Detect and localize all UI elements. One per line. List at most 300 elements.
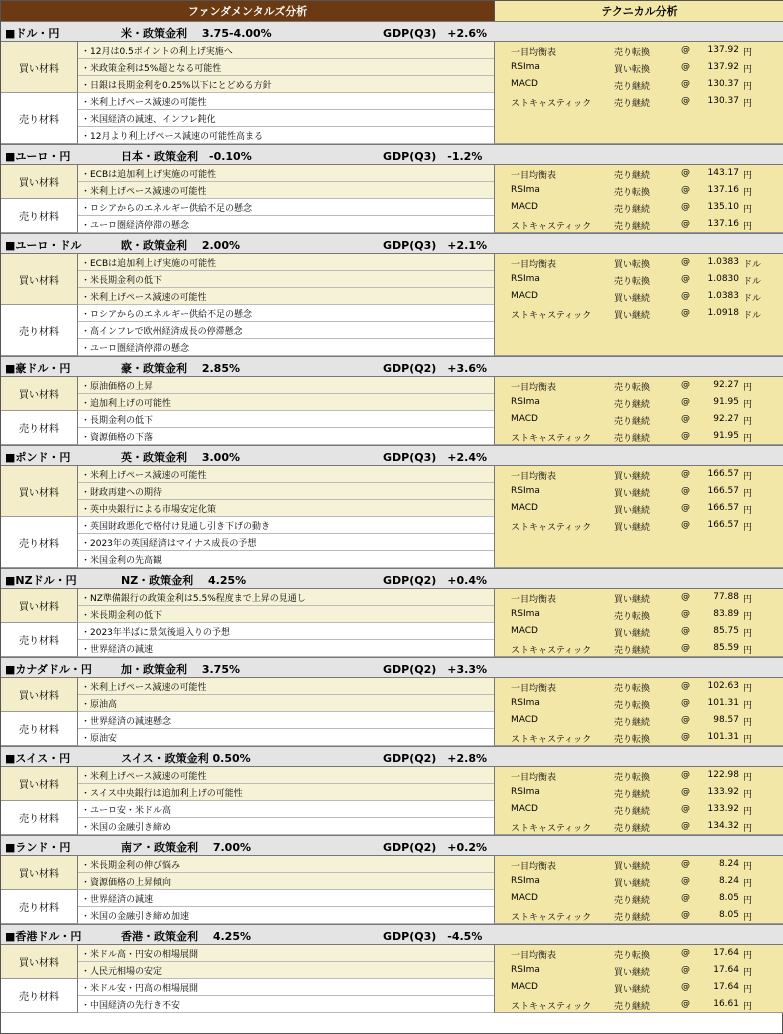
policy-rate: 加・政策金利 3.75%: [121, 663, 240, 676]
indicator-name: 一目均衡表: [511, 951, 557, 961]
sell-factors-label: 売り材料: [1, 979, 78, 1013]
signal-price: 16.61: [713, 999, 739, 1009]
indicator-name: MACD: [511, 79, 538, 89]
signal-status: 買い継続: [614, 985, 651, 995]
buy-factors-label: 買い材料: [1, 678, 78, 712]
signal-status: 売り転換: [614, 48, 651, 58]
price-unit: 円: [743, 523, 753, 533]
currency-pair-name: ■ランド・円: [5, 841, 71, 854]
sell-factor-item: ・米国経済の減速、インフレ鈍化: [78, 110, 494, 127]
signal-price: 102.63: [707, 681, 739, 691]
indicator-name: ストキャスティック: [511, 735, 592, 745]
signal-price: 17.64: [713, 982, 739, 992]
technical-signals: [494, 377, 783, 445]
signal-row: [495, 500, 783, 517]
price-unit: 円: [743, 985, 753, 995]
at-symbol: @: [681, 876, 690, 886]
signal-price: 17.64: [713, 965, 739, 975]
buy-factor-item: ・ECBは追加利上げ実施の可能性: [78, 254, 494, 271]
signal-status: 売り継続: [614, 417, 651, 427]
indicator-name: ストキャスティック: [511, 222, 592, 232]
sell-factor-item: ・2023年の英国経済はマイナス成長の予想: [78, 534, 494, 551]
gdp-growth: GDP(Q2) +0.4%: [383, 574, 488, 587]
sell-factor-item: ・英国財政悪化で格付け見通し引き下げの動き: [78, 517, 494, 534]
sell-factor-item: ・ユーロ圏経済停滞の懸念: [78, 339, 494, 356]
policy-rate: NZ・政策金利 4.25%: [121, 574, 247, 587]
at-symbol: @: [681, 219, 690, 229]
buy-factor-item: ・米利上げペース減速の可能性: [78, 182, 494, 199]
sell-factor-item: ・米国金利の先高観: [78, 551, 494, 568]
policy-rate: 日本・政策金利 -0.10%: [121, 150, 252, 163]
price-unit: 円: [743, 773, 753, 783]
signal-status: 売り転換: [614, 735, 651, 745]
indicator-name: RSIma: [511, 965, 540, 975]
signal-price: 91.95: [713, 431, 739, 441]
sell-factors-label: 売り材料: [1, 623, 78, 657]
policy-rate: 香港・政策金利 4.25%: [121, 930, 251, 943]
signal-price: 134.32: [707, 821, 739, 831]
signal-row: [495, 712, 783, 729]
signal-status: 買い継続: [614, 294, 651, 304]
indicator-name: MACD: [511, 893, 538, 903]
at-symbol: @: [681, 469, 690, 479]
signal-row: [495, 305, 783, 322]
signal-price: 166.57: [707, 520, 739, 530]
at-symbol: @: [681, 787, 690, 797]
signal-price: 1.0383: [707, 257, 739, 267]
price-unit: 円: [743, 489, 753, 499]
buy-factor-item: ・米利上げペース減速の可能性: [78, 767, 494, 784]
technical-signals: [494, 254, 783, 356]
signal-price: 137.92: [707, 45, 739, 55]
sell-factors-label: 売り材料: [1, 305, 78, 356]
buy-factors-label: 買い材料: [1, 377, 78, 411]
policy-rate: 豪・政策金利 2.85%: [121, 362, 240, 375]
indicator-name: MACD: [511, 414, 538, 424]
price-unit: ドル: [743, 260, 762, 270]
sell-factor-item: ・ユーロ安・米ドル高: [78, 801, 494, 818]
indicator-name: 一目均衡表: [511, 383, 557, 393]
signal-status: 買い継続: [614, 506, 651, 516]
sell-factor-item: ・ロシアからのエネルギー供給不足の懸念: [78, 199, 494, 216]
signal-price: 135.10: [707, 202, 739, 212]
buy-factor-item: ・日銀は長期金利を0.25%以下にとどめる方針: [78, 76, 494, 93]
policy-rate: スイス・政策金利 0.50%: [121, 752, 251, 765]
buy-factor-item: ・財政再建への期待: [78, 483, 494, 500]
price-unit: 円: [743, 913, 753, 923]
signal-row: [495, 907, 783, 924]
pair-title-bar: [1, 746, 783, 767]
sell-factor-item: ・世界経済の減速: [78, 890, 494, 907]
buy-factor-item: ・米政策金利は5%超となる可能性: [78, 59, 494, 76]
sell-factor-item: ・ユーロ圏経済停滞の懸念: [78, 216, 494, 233]
signal-row: [495, 856, 783, 873]
sell-factor-item: ・米国の金融引き締め: [78, 818, 494, 835]
indicator-name: 一目均衡表: [511, 48, 557, 58]
indicator-name: MACD: [511, 804, 538, 814]
signal-row: [495, 411, 783, 428]
currency-pair-name: ■香港ドル・円: [5, 930, 82, 943]
at-symbol: @: [681, 520, 690, 530]
signal-row: [495, 606, 783, 623]
sell-factors-label: 売り材料: [1, 411, 78, 445]
buy-factor-item: ・追加利上げの可能性: [78, 394, 494, 411]
technical-signals: [494, 945, 783, 1013]
price-unit: 円: [743, 506, 753, 516]
gdp-growth: GDP(Q3) +2.6%: [383, 27, 488, 40]
indicator-name: 一目均衡表: [511, 773, 557, 783]
at-symbol: @: [681, 770, 690, 780]
indicator-name: MACD: [511, 626, 538, 636]
signal-row: [495, 996, 783, 1013]
signal-price: 137.16: [707, 185, 739, 195]
indicator-name: 一目均衡表: [511, 684, 557, 694]
at-symbol: @: [681, 982, 690, 992]
price-unit: 円: [743, 684, 753, 694]
at-symbol: @: [681, 715, 690, 725]
price-unit: 円: [743, 824, 753, 834]
pair-title-bar: [1, 568, 783, 589]
signal-status: 買い転換: [614, 260, 651, 270]
indicator-name: ストキャスティック: [511, 99, 592, 109]
price-unit: 円: [743, 896, 753, 906]
price-unit: ドル: [743, 294, 762, 304]
sell-factors-label: 売り材料: [1, 93, 78, 144]
signal-row: [495, 377, 783, 394]
technical-signals: [494, 856, 783, 924]
signal-status: 買い継続: [614, 879, 651, 889]
signal-status: 買い継続: [614, 472, 651, 482]
signal-row: [495, 394, 783, 411]
gdp-growth: GDP(Q3) +2.4%: [383, 451, 488, 464]
signal-row: [495, 818, 783, 835]
signal-status: 売り継続: [614, 434, 651, 444]
buy-factor-item: ・スイス中央銀行は追加利上げの可能性: [78, 784, 494, 801]
indicator-name: RSIma: [511, 876, 540, 886]
sell-factor-item: ・米利上げペース減速の可能性: [78, 93, 494, 110]
at-symbol: @: [681, 431, 690, 441]
signal-price: 92.27: [713, 414, 739, 424]
signal-status: 売り転換: [614, 277, 651, 287]
indicator-name: MACD: [511, 291, 538, 301]
pair-title-bar: [1, 924, 783, 945]
buy-factor-item: ・米長期金利の伸び悩み: [78, 856, 494, 873]
signal-row: [495, 254, 783, 271]
at-symbol: @: [681, 274, 690, 284]
signal-price: 85.75: [713, 626, 739, 636]
buy-factors-label: 買い材料: [1, 767, 78, 801]
signal-price: 137.16: [707, 219, 739, 229]
signal-row: [495, 962, 783, 979]
signal-status: 買い継続: [614, 311, 651, 321]
currency-pair-name: ■ポンド・円: [5, 451, 71, 464]
technical-signals: [494, 466, 783, 568]
signal-status: 買い転換: [614, 65, 651, 75]
buy-factor-item: ・NZ準備銀行の政策金利は5.5%程度まで上昇の見通し: [78, 589, 494, 606]
at-symbol: @: [681, 910, 690, 920]
technical-signals: [494, 767, 783, 835]
at-symbol: @: [681, 503, 690, 513]
buy-factor-item: ・人民元相場の安定: [78, 962, 494, 979]
price-unit: 円: [743, 65, 753, 75]
price-unit: 円: [743, 400, 753, 410]
at-symbol: @: [681, 859, 690, 869]
technical-signals: [494, 165, 783, 233]
sell-factors-label: 売り材料: [1, 517, 78, 568]
buy-factor-item: ・米利上げペース減速の可能性: [78, 288, 494, 305]
indicator-name: RSIma: [511, 787, 540, 797]
at-symbol: @: [681, 185, 690, 195]
signal-price: 122.98: [707, 770, 739, 780]
signal-status: 買い継続: [614, 523, 651, 533]
currency-pair-name: ■ユーロ・ドル: [5, 239, 82, 252]
at-symbol: @: [681, 168, 690, 178]
policy-rate: 欧・政策金利 2.00%: [121, 239, 240, 252]
price-unit: 円: [743, 472, 753, 482]
signal-row: [495, 42, 783, 59]
signal-price: 92.27: [713, 380, 739, 390]
price-unit: 円: [743, 222, 753, 232]
policy-rate: 南ア・政策金利 7.00%: [121, 841, 251, 854]
signal-price: 77.88: [713, 592, 739, 602]
signal-price: 8.24: [718, 876, 739, 886]
pair-title-bar: [1, 445, 783, 466]
buy-factors-label: 買い材料: [1, 466, 78, 517]
signal-price: 83.89: [713, 609, 739, 619]
buy-factor-item: ・米長期金利の低下: [78, 606, 494, 623]
indicator-name: 一目均衡表: [511, 171, 557, 181]
buy-factor-item: ・米利上げペース減速の可能性: [78, 466, 494, 483]
at-symbol: @: [681, 698, 690, 708]
buy-factor-item: ・米利上げペース減速の可能性: [78, 678, 494, 695]
signal-status: 売り継続: [614, 646, 651, 656]
signal-status: 売り継続: [614, 222, 651, 232]
indicator-name: MACD: [511, 202, 538, 212]
buy-factors-label: 買い材料: [1, 945, 78, 979]
indicator-name: RSIma: [511, 486, 540, 496]
gdp-growth: GDP(Q3) +2.1%: [383, 239, 488, 252]
gdp-growth: GDP(Q3) -1.2%: [383, 150, 483, 163]
signal-price: 8.05: [718, 910, 739, 920]
signal-row: [495, 76, 783, 93]
price-unit: 円: [743, 629, 753, 639]
buy-factor-item: ・米ドル高・円安の相場展開: [78, 945, 494, 962]
at-symbol: @: [681, 291, 690, 301]
signal-price: 166.57: [707, 469, 739, 479]
sell-factor-item: ・世界経済の減速懸念: [78, 712, 494, 729]
sell-factors-label: 売り材料: [1, 801, 78, 835]
buy-factors-label: 買い材料: [1, 42, 78, 93]
buy-factor-item: ・原油価格の上昇: [78, 377, 494, 394]
indicator-name: ストキャスティック: [511, 913, 592, 923]
signal-row: [495, 288, 783, 305]
currency-pair-name: ■ドル・円: [5, 27, 60, 40]
price-unit: 円: [743, 735, 753, 745]
signal-status: 売り継続: [614, 790, 651, 800]
indicator-name: RSIma: [511, 274, 540, 284]
signal-price: 101.31: [707, 732, 739, 742]
price-unit: 円: [743, 612, 753, 622]
sell-factor-item: ・米ドル安・円高の相場展開: [78, 979, 494, 996]
signal-row: [495, 801, 783, 818]
signal-price: 91.95: [713, 397, 739, 407]
signal-status: 売り継続: [614, 400, 651, 410]
at-symbol: @: [681, 893, 690, 903]
indicator-name: RSIma: [511, 62, 540, 72]
signal-status: 買い継続: [614, 489, 651, 499]
signal-row: [495, 182, 783, 199]
signal-status: 売り転換: [614, 951, 651, 961]
indicator-name: RSIma: [511, 698, 540, 708]
indicator-name: RSIma: [511, 397, 540, 407]
price-unit: 円: [743, 646, 753, 656]
price-unit: 円: [743, 205, 753, 215]
buy-factors-label: 買い材料: [1, 856, 78, 890]
sell-factor-item: ・長期金利の低下: [78, 411, 494, 428]
at-symbol: @: [681, 202, 690, 212]
price-unit: 円: [743, 595, 753, 605]
signal-row: [495, 271, 783, 288]
signal-row: [495, 640, 783, 657]
sell-factor-item: ・米国の金融引き締め加速: [78, 907, 494, 924]
signal-status: 買い継続: [614, 595, 651, 605]
signal-status: 買い継続: [614, 968, 651, 978]
signal-row: [495, 767, 783, 784]
signal-row: [495, 873, 783, 890]
sell-factor-item: ・12月より利上げペース減速の可能性高まる: [78, 127, 494, 144]
indicator-name: ストキャスティック: [511, 1002, 592, 1012]
buy-factor-item: ・米長期金利の低下: [78, 271, 494, 288]
technical-header: テクニカル分析: [494, 1, 783, 21]
indicator-name: 一目均衡表: [511, 472, 557, 482]
pair-title-bar: [1, 356, 783, 377]
technical-signals: [494, 589, 783, 657]
buy-factor-item: ・原油高: [78, 695, 494, 712]
signal-status: 売り継続: [614, 171, 651, 181]
signal-price: 166.57: [707, 503, 739, 513]
sell-factor-item: ・2023年半ばに景気後退入りの予想: [78, 623, 494, 640]
policy-rate: 米・政策金利 3.75-4.00%: [121, 27, 272, 40]
indicator-name: 一目均衡表: [511, 260, 557, 270]
gdp-growth: GDP(Q2) +3.3%: [383, 663, 488, 676]
signal-status: 売り転換: [614, 612, 651, 622]
signal-status: 売り転換: [614, 701, 651, 711]
at-symbol: @: [681, 380, 690, 390]
at-symbol: @: [681, 804, 690, 814]
policy-rate: 英・政策金利 3.00%: [121, 451, 240, 464]
currency-pair-name: ■ユーロ・円: [5, 150, 71, 163]
price-unit: 円: [743, 99, 753, 109]
signal-price: 8.24: [718, 859, 739, 869]
indicator-name: RSIma: [511, 609, 540, 619]
price-unit: 円: [743, 434, 753, 444]
sell-factor-item: ・中国経済の先行き不安: [78, 996, 494, 1013]
signal-price: 85.59: [713, 643, 739, 653]
at-symbol: @: [681, 414, 690, 424]
pair-title-bar: [1, 144, 783, 165]
at-symbol: @: [681, 732, 690, 742]
signal-price: 98.57: [713, 715, 739, 725]
signal-status: 売り継続: [614, 807, 651, 817]
buy-factor-item: ・資源価格の上昇傾向: [78, 873, 494, 890]
signal-price: 1.0830: [707, 274, 739, 284]
pair-title-bar: [1, 21, 783, 42]
sell-factor-item: ・世界経済の減速: [78, 640, 494, 657]
at-symbol: @: [681, 257, 690, 267]
signal-price: 17.64: [713, 948, 739, 958]
sell-factors-label: 売り材料: [1, 712, 78, 746]
price-unit: 円: [743, 383, 753, 393]
signal-status: 売り転換: [614, 773, 651, 783]
signal-price: 133.92: [707, 787, 739, 797]
at-symbol: @: [681, 643, 690, 653]
signal-status: 売り転換: [614, 188, 651, 198]
signal-price: 143.17: [707, 168, 739, 178]
buy-factor-item: ・ECBは追加利上げ実施の可能性: [78, 165, 494, 182]
price-unit: ドル: [743, 277, 762, 287]
at-symbol: @: [681, 609, 690, 619]
price-unit: 円: [743, 862, 753, 872]
at-symbol: @: [681, 821, 690, 831]
pair-title-bar: [1, 233, 783, 254]
technical-signals: [494, 678, 783, 746]
indicator-name: 一目均衡表: [511, 595, 557, 605]
signal-price: 1.0383: [707, 291, 739, 301]
signal-price: 133.92: [707, 804, 739, 814]
gdp-growth: GDP(Q3) -4.5%: [383, 930, 483, 943]
signal-row: [495, 517, 783, 534]
pair-title-bar: [1, 835, 783, 856]
signal-row: [495, 216, 783, 233]
sell-factors-label: 売り材料: [1, 199, 78, 233]
fundamentals-header: ファンダメンタルズ分析: [1, 1, 494, 21]
signal-status: 売り継続: [614, 1002, 651, 1012]
buy-factor-item: ・英中央銀行による市場安定化策: [78, 500, 494, 517]
price-unit: 円: [743, 968, 753, 978]
indicator-name: MACD: [511, 715, 538, 725]
at-symbol: @: [681, 626, 690, 636]
at-symbol: @: [681, 999, 690, 1009]
gdp-growth: GDP(Q2) +3.6%: [383, 362, 488, 375]
signal-status: 売り継続: [614, 205, 651, 215]
price-unit: 円: [743, 1002, 753, 1012]
signal-status: 売り継続: [614, 896, 651, 906]
signal-price: 101.31: [707, 698, 739, 708]
indicator-name: MACD: [511, 982, 538, 992]
price-unit: 円: [743, 718, 753, 728]
signal-status: 買い継続: [614, 629, 651, 639]
gdp-growth: GDP(Q2) +0.2%: [383, 841, 488, 854]
at-symbol: @: [681, 965, 690, 975]
signal-row: [495, 93, 783, 110]
at-symbol: @: [681, 96, 690, 106]
signal-status: 売り継続: [614, 99, 651, 109]
at-symbol: @: [681, 948, 690, 958]
signal-row: [495, 623, 783, 640]
at-symbol: @: [681, 486, 690, 496]
signal-price: 166.57: [707, 486, 739, 496]
currency-pair-name: ■NZドル・円: [5, 574, 77, 587]
signal-price: 137.92: [707, 62, 739, 72]
signal-row: [495, 890, 783, 907]
price-unit: 円: [743, 417, 753, 427]
at-symbol: @: [681, 397, 690, 407]
at-symbol: @: [681, 681, 690, 691]
indicator-name: ストキャスティック: [511, 646, 592, 656]
signal-price: 8.05: [718, 893, 739, 903]
signal-row: [495, 59, 783, 76]
sell-factor-item: ・高インフレで欧州経済成長の停滞懸念: [78, 322, 494, 339]
